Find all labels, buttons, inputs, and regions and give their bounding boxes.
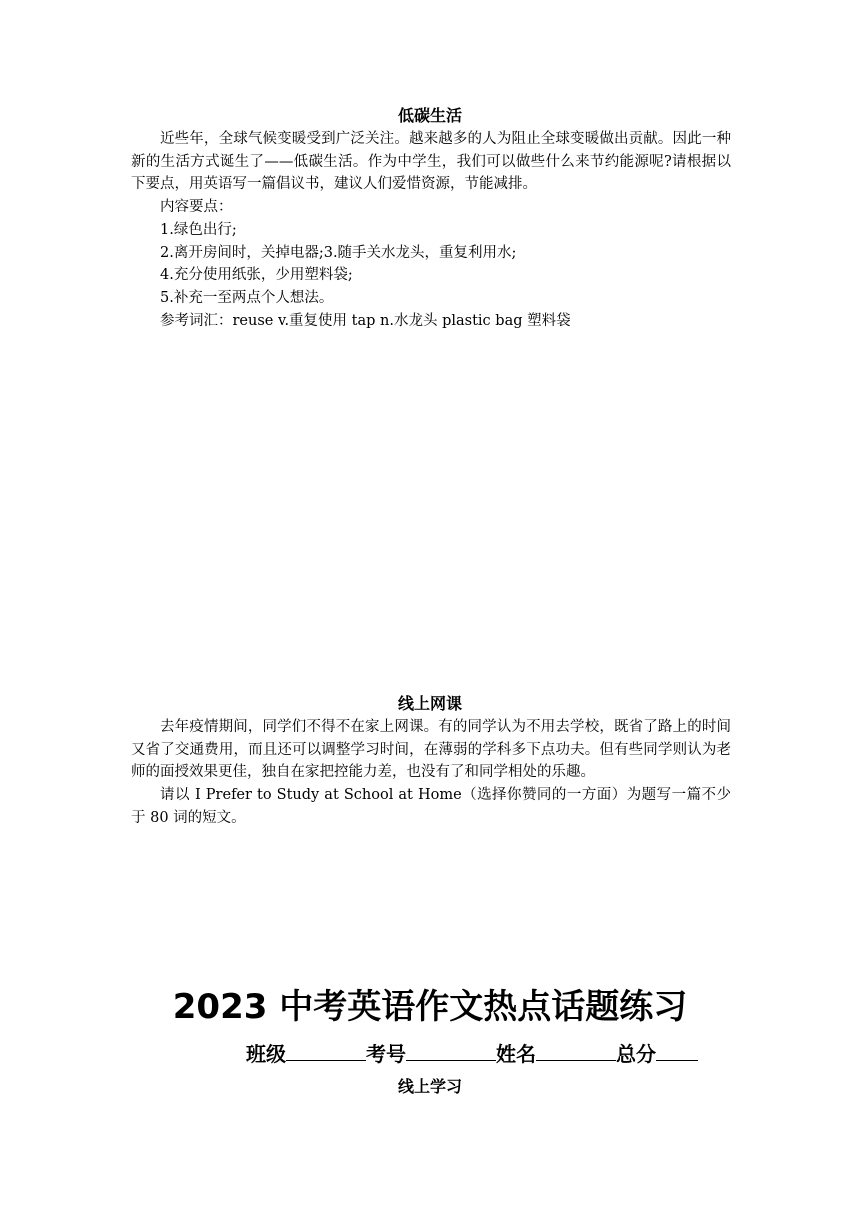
point-item-3: 4.充分使用纸张，少用塑料袋; xyxy=(160,267,353,284)
class-blank[interactable] xyxy=(286,1038,366,1061)
low-carbon-intro: 近些年，全球气候变暖受到广泛关注。越来越多的人为阻止全球变暖做出贡献。因此一种新的生活方式诞生了——低碳生活。作为中学生，我们可以做些什么来节约能源呢?请根据以下要点，用英语写一篇倡议书，建议人们爱惜资源，节能减排。 xyxy=(131,131,731,193)
exam-number-blank[interactable] xyxy=(406,1038,496,1061)
section-title-low-carbon: 低碳生活 xyxy=(397,106,462,125)
name-blank[interactable] xyxy=(536,1038,616,1061)
point-item-1: 1.绿色出行; xyxy=(160,221,237,238)
online-class-paragraph: 去年疫情期间，同学们不得不在家上网课。有的同学认为不用去学校，既省了路上的时间又省了交通费用，而且还可以调整学习时间，在薄弱的学科多下点功夫。但有些同学则认为老师的面授效果更佳，独自在家把控能力差，也没有了和同学相处的乐趣。 xyxy=(131,719,731,781)
main-title: 2023 中考英语作文热点话题练习 xyxy=(172,987,688,1027)
score-blank[interactable] xyxy=(656,1038,698,1061)
student-info-row xyxy=(246,1038,698,1069)
online-class-prompt: 请以 I Prefer to Study at School at Home（选择你赞同的一方面）为题写一篇不少于 80 词的短文。 xyxy=(131,787,731,826)
point-item-4: 5.补充一至两点个人想法。 xyxy=(160,289,334,306)
section-title-online-class: 线上网课 xyxy=(397,694,462,713)
low-carbon-block xyxy=(131,128,731,332)
online-class-block xyxy=(131,716,731,830)
score-label: 总分 xyxy=(616,1042,656,1066)
name-label: 姓名 xyxy=(496,1042,536,1066)
points-label: 内容要点： xyxy=(160,199,233,216)
reference-vocab: 参考词汇：reuse v.重复使用 tap n.水龙头 plastic bag 塑料袋 xyxy=(160,312,571,329)
point-item-2: 2.离开房间时，关掉电器;3.随手关水龙头，重复利用水; xyxy=(160,244,517,261)
exam-number-label: 考号 xyxy=(366,1042,406,1066)
subtitle-online-learning: 线上学习 xyxy=(397,1077,462,1096)
class-label: 班级 xyxy=(246,1042,286,1066)
